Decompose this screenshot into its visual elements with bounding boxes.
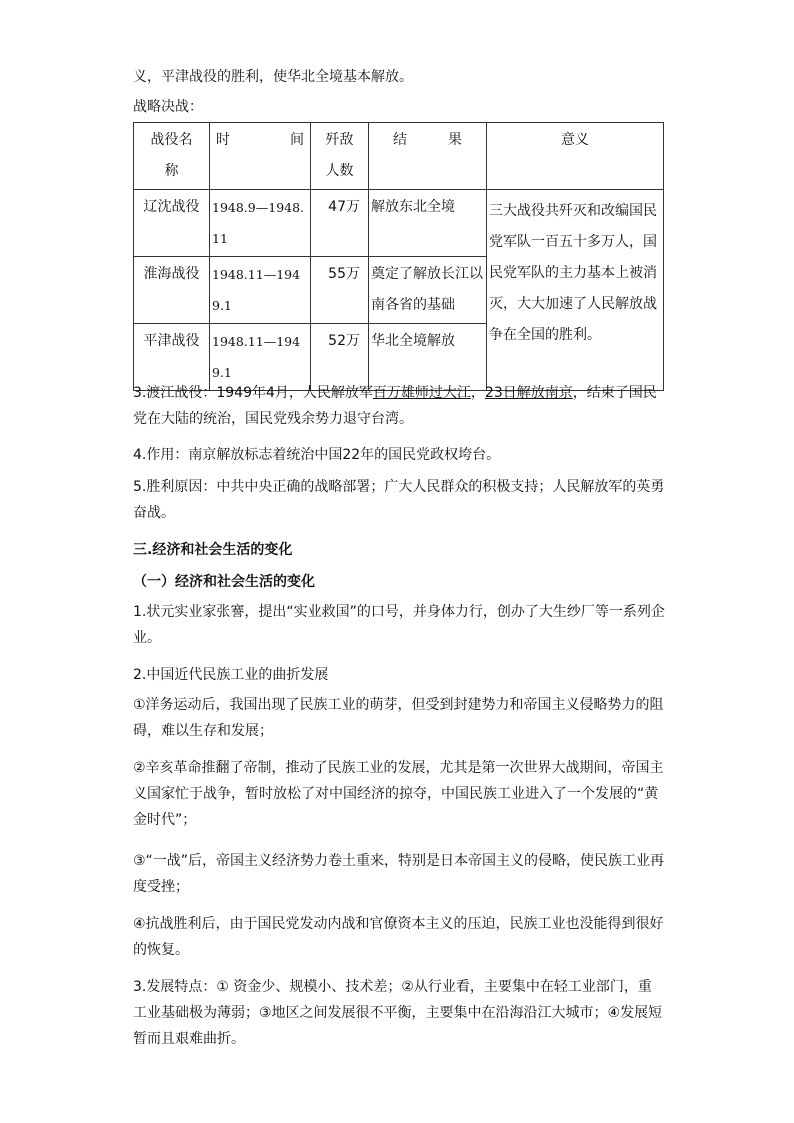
table-header-row xyxy=(134,123,664,190)
table-caption: 战略决战： xyxy=(133,99,203,115)
crossing-underline-nanjing: 23日解放南京 xyxy=(484,385,573,401)
header-result: 结 果 xyxy=(369,123,487,190)
battle-result: 华北全境解放 xyxy=(369,324,487,391)
battle-meaning: 三大战役共歼灭和改编国民党军队一百五十多万人，国民党军队的主力基本上被消灭，大大加速了人民解放战争在全国的胜利。 xyxy=(487,190,664,391)
intro-line: 义，平津战役的胜利，使华北全境基本解放。 xyxy=(133,69,413,85)
battle-enemy: 52万 xyxy=(311,324,369,391)
battle-name: 平津战役 xyxy=(134,324,210,391)
list-item: ④抗战胜利后，由于国民党发动内战和官僚资本主义的压迫，民族工业也没能得到很好的恢复。 xyxy=(133,916,664,958)
section-title: 三.经济和社会生活的变化 xyxy=(133,542,293,558)
battle-name: 辽沈战役 xyxy=(134,190,210,257)
list-item: ③“一战”后，帝国主义经济势力卷土重来，特别是日本帝国主义的侵略，使民族工业再度受挫； xyxy=(133,853,665,895)
battle-enemy: 47万 xyxy=(311,190,369,257)
victory-reason: 5.胜利原因：中共中央正确的战略部署；广大人民群众的积极支持；人民解放军的英勇奋战。 xyxy=(133,479,665,521)
battle-time: 1948.9—1948.11 xyxy=(210,190,311,257)
battle-time: 1948.11—1949.1 xyxy=(210,257,311,324)
item-3: 3.发展特点：① 资金少、规模小、技术差；②从行业看，主要集中在轻工业部门，重工业基础极为薄弱；③地区之间发展很不平衡，主要集中在沿海沿江大城市；④发展短暂而且艰难曲折。 xyxy=(133,979,663,1047)
header-time: 时 间 xyxy=(210,123,311,190)
header-enemy: 歼敌人数 xyxy=(311,123,369,190)
table-row xyxy=(134,190,664,257)
battle-time: 1948.11—1949.1 xyxy=(210,324,311,391)
list-item: ①洋务运动后，我国出现了民族工业的萌芽，但受到封建势力和帝国主义侵略势力的阻碍，难以生存和发展； xyxy=(133,697,664,739)
battle-enemy: 55万 xyxy=(311,257,369,324)
header-meaning: 意义 xyxy=(487,123,664,190)
battle-table xyxy=(133,122,664,391)
list-item: ②辛亥革命推翻了帝制，推动了民族工业的发展，尤其是第一次世界大战期间，帝国主义国家忙于战争，暂时放松了对中国经济的掠夺，中国民族工业进入了一个发展的“黄金时代”； xyxy=(133,760,664,828)
subsection-title: （一）经济和社会生活的变化 xyxy=(133,574,315,590)
item-1: 1.状元实业家张謇，提出“实业救国”的口号，并身体力行，创办了大生纱厂等一系列企业。 xyxy=(133,604,665,646)
header-name: 战役名称 xyxy=(134,123,210,190)
battle-result: 解放东北全境 xyxy=(369,190,487,257)
battle-result: 奠定了解放长江以南各省的基础 xyxy=(369,257,487,324)
crossing-underline-army: 百万雄师过大江 xyxy=(372,385,471,401)
item-2-title: 2.中国近代民族工业的曲折发展 xyxy=(133,667,329,683)
battle-name: 淮海战役 xyxy=(134,257,210,324)
effect-line: 4.作用：南京解放标志着统治中国22年的国民党政权垮台。 xyxy=(133,447,501,463)
crossing-paragraph: 3.渡江战役：1949年4月，人民解放军百万雄师过大江，23日解放南京，结束了国民党在大陆的统治，国民党残余势力退守台湾。 xyxy=(133,385,657,427)
